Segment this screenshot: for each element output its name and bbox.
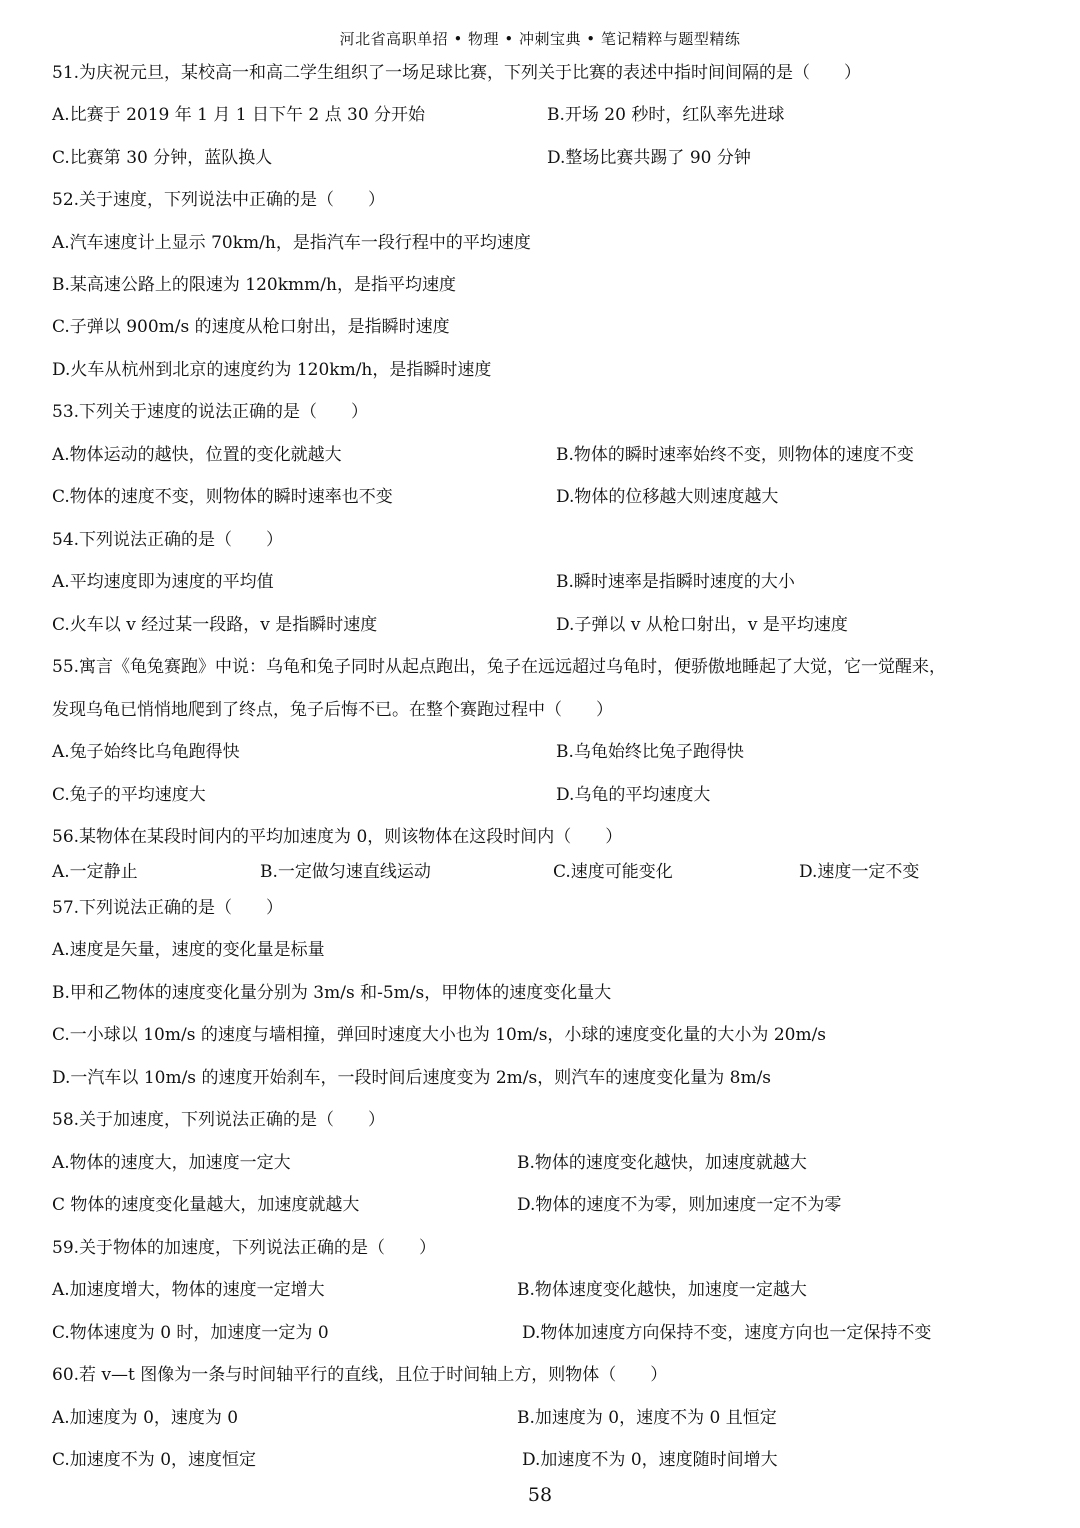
q59-option-a: A.加速度增大，物体的速度一定增大 xyxy=(52,1280,325,1300)
page-number: 58 xyxy=(527,1484,553,1506)
q59-stem: 59.关于物体的加速度，下列说法正确的是（ ） xyxy=(52,1238,437,1258)
q60-option-a: A.加速度为 0，速度为 0 xyxy=(52,1408,239,1428)
q56-option-b: B.一定做匀速直线运动 xyxy=(260,862,431,882)
q58-option-d: D.物体的速度不为零，则加速度一定不为零 xyxy=(517,1195,842,1215)
q59-option-c: C.物体速度为 0 时，加速度一定为 0 xyxy=(52,1323,329,1343)
q51-option-b: B.开场 20 秒时，红队率先进球 xyxy=(547,105,785,125)
page-header: 河北省高职单招 • 物理 • 冲刺宝典 • 笔记精粹与题型精练 xyxy=(339,30,741,48)
q60-option-b: B.加速度为 0，速度不为 0 且恒定 xyxy=(517,1408,777,1428)
q56-option-d: D.速度一定不变 xyxy=(799,862,920,882)
q56-option-a: A.一定静止 xyxy=(52,862,138,882)
q55-option-c: C.兔子的平均速度大 xyxy=(52,785,206,805)
q51-stem: 51.为庆祝元旦，某校高一和高二学生组织了一场足球比赛，下列关于比赛的表述中指时间间隔的是（ ） xyxy=(52,63,862,83)
q59-option-d: D.物体加速度方向保持不变，速度方向也一定保持不变 xyxy=(522,1323,932,1343)
q53-option-c: C.物体的速度不变，则物体的瞬时速率也不变 xyxy=(52,487,393,507)
q53-stem: 53.下列关于速度的说法正确的是（ ） xyxy=(52,402,369,422)
q54-stem: 54.下列说法正确的是（ ） xyxy=(52,530,284,550)
q53-option-b: B.物体的瞬时速率始终不变，则物体的速度不变 xyxy=(556,445,914,465)
q51-option-d: D.整场比赛共踢了 90 分钟 xyxy=(547,148,751,168)
q58-option-c: C 物体的速度变化量越大，加速度就越大 xyxy=(52,1195,360,1215)
q60-option-c: C.加速度不为 0，速度恒定 xyxy=(52,1450,257,1470)
q51-option-a: A.比赛于 2019 年 1 月 1 日下午 2 点 30 分开始 xyxy=(52,105,426,125)
q60-stem: 60.若 v—t 图像为一条与时间轴平行的直线，且位于时间轴上方，则物体（ ） xyxy=(52,1365,668,1385)
q52-option-d: D.火车从杭州到北京的速度约为 120km/h，是指瞬时速度 xyxy=(52,360,492,380)
q57-stem: 57.下列说法正确的是（ ） xyxy=(52,898,284,918)
q58-option-b: B.物体的速度变化越快，加速度就越大 xyxy=(517,1153,807,1173)
q55-stem-line2: 发现乌龟已悄悄地爬到了终点，兔子后悔不已。在整个赛跑过程中（ ） xyxy=(52,700,613,720)
q53-option-d: D.物体的位移越大则速度越大 xyxy=(556,487,779,507)
q59-option-b: B.物体速度变化越快，加速度一定越大 xyxy=(517,1280,807,1300)
q53-option-a: A.物体运动的越快，位置的变化就越大 xyxy=(52,445,342,465)
q55-option-a: A.兔子始终比乌龟跑得快 xyxy=(52,742,240,762)
q55-stem-line1: 55.寓言《龟兔赛跑》中说：乌龟和兔子同时从起点跑出，兔子在远远超过乌龟时，便骄傲地睡起了大觉，它一觉醒来， xyxy=(52,657,947,677)
q58-stem: 58.关于加速度，下列说法正确的是（ ） xyxy=(52,1110,386,1130)
q52-stem: 52.关于速度，下列说法中正确的是（ ） xyxy=(52,190,386,210)
q57-option-c: C.一小球以 10m/s 的速度与墙相撞，弹回时速度大小也为 10m/s，小球的速度变化量的大小为 20m/s xyxy=(52,1025,827,1045)
q54-option-b: B.瞬时速率是指瞬时速度的大小 xyxy=(556,572,795,592)
q55-option-b: B.乌龟始终比兔子跑得快 xyxy=(556,742,744,762)
q52-option-c: C.子弹以 900m/s 的速度从枪口射出，是指瞬时速度 xyxy=(52,317,450,337)
q51-option-c: C.比赛第 30 分钟，蓝队换人 xyxy=(52,148,273,168)
q57-option-a: A.速度是矢量，速度的变化量是标量 xyxy=(52,940,325,960)
q57-option-d: D.一汽车以 10m/s 的速度开始刹车，一段时间后速度变为 2m/s，则汽车的速度变化量为 8m/s xyxy=(52,1068,772,1088)
q56-option-c: C.速度可能变化 xyxy=(553,862,673,882)
q56-stem: 56.某物体在某段时间内的平均加速度为 0，则该物体在这段时间内（ ） xyxy=(52,827,623,847)
q55-option-d: D.乌龟的平均速度大 xyxy=(556,785,711,805)
q54-option-d: D.子弹以 v 从枪口射出，v 是平均速度 xyxy=(556,615,848,635)
q54-option-a: A.平均速度即为速度的平均值 xyxy=(52,572,274,592)
q58-option-a: A.物体的速度大，加速度一定大 xyxy=(52,1153,291,1173)
q52-option-a: A.汽车速度计上显示 70km/h，是指汽车一段行程中的平均速度 xyxy=(52,233,531,253)
q57-option-b: B.甲和乙物体的速度变化量分别为 3m/s 和-5m/s，甲物体的速度变化量大 xyxy=(52,983,612,1003)
q52-option-b: B.某高速公路上的限速为 120kmm/h，是指平均速度 xyxy=(52,275,456,295)
q60-option-d: D.加速度不为 0，速度随时间增大 xyxy=(522,1450,778,1470)
q54-option-c: C.火车以 v 经过某一段路，v 是指瞬时速度 xyxy=(52,615,378,635)
